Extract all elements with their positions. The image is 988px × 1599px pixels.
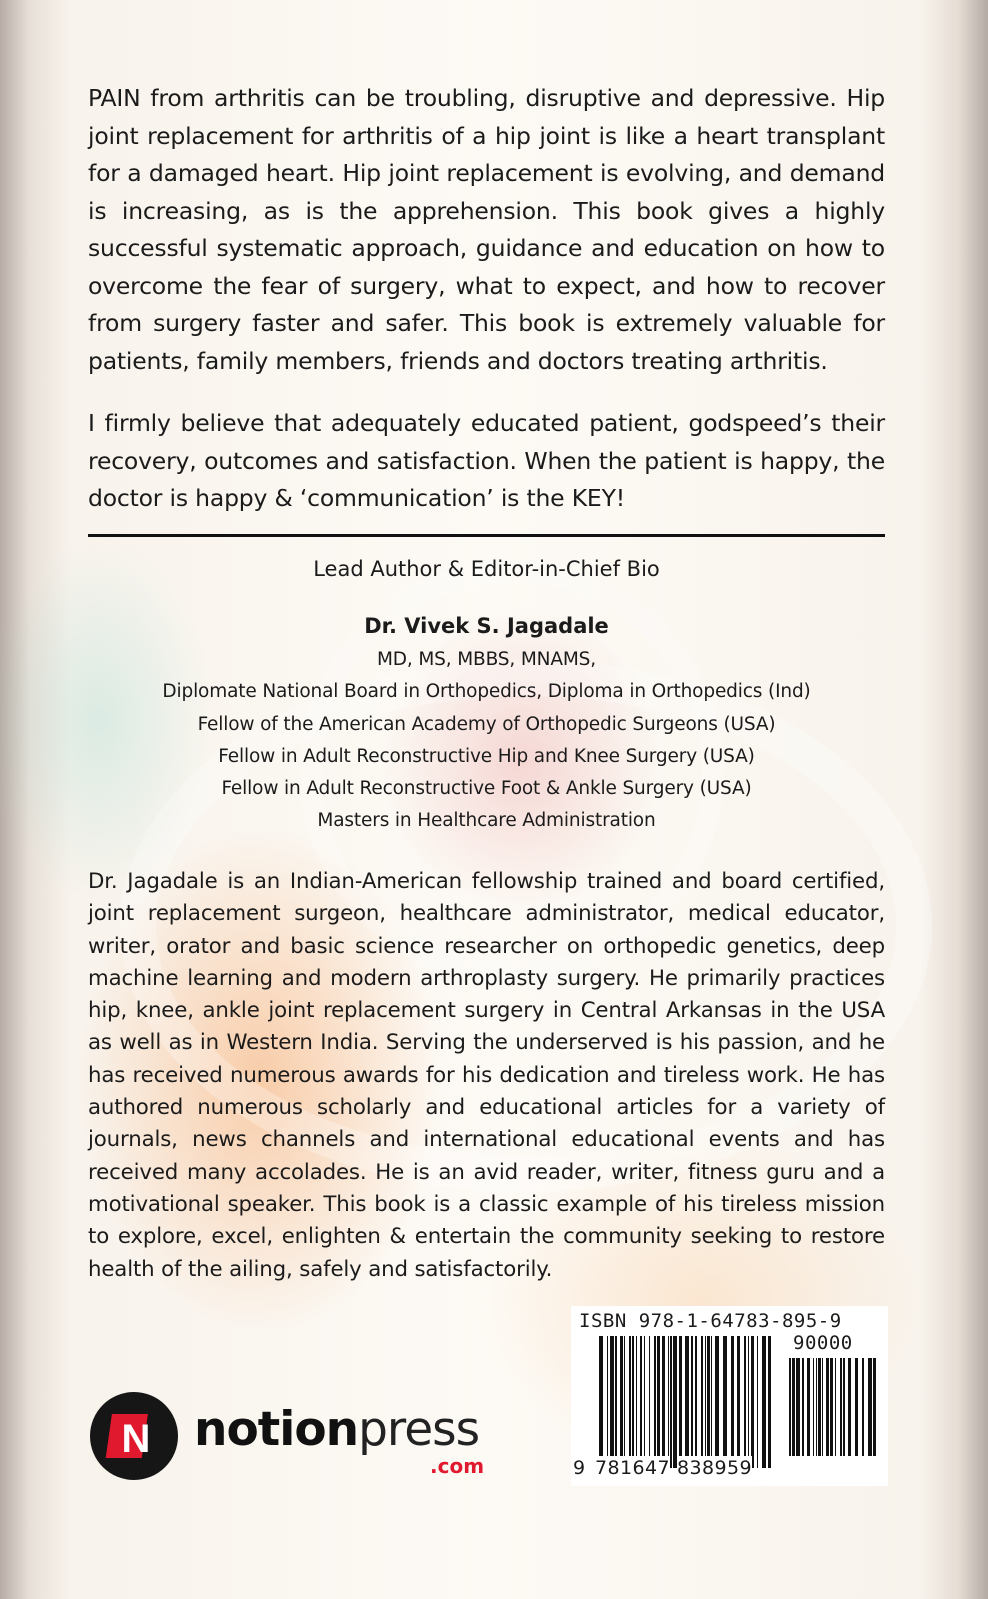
isbn-label: ISBN 978-1-64783-895-9	[579, 1310, 842, 1332]
price-code: 90000	[793, 1332, 853, 1354]
bio-heading: Lead Author & Editor-in-Chief Bio	[313, 557, 660, 581]
author-credential: Masters in Healthcare Administration	[317, 810, 656, 832]
logo-mark-letter: N	[121, 1417, 151, 1461]
author-credential: Diplomate National Board in Orthopedics, Diploma in Orthopedics (Ind)	[162, 681, 811, 703]
ean-right-digits: 838959	[677, 1457, 752, 1479]
author-credential: MD, MS, MBBS, MNAMS,	[376, 649, 596, 670]
author-bio-paragraph: Dr. Jagadale is an Indian-American fellowship trained and board certified, joint replacement surgeon, healthcare administrator, medical educator, writer, orator and basic science researcher on orthopedic genetics, deep machine learning and modern arthroplasty surgery. He primarily practices hip, knee, ankle joint replacement surgery in Central Arkansas in the USA as well as in Western India. Serving the underserved is his passion, and he has received numerous awards for his dedication and tireless work. He has authored numerous scholarly and educational articles for a variety of journals, news channels and international educational events and has received many accolades. He is an avid reader, writer, fitness guru and a motivational speaker. This book is a classic example of his tireless mission to explore, excel, enlighten & entertain the community seeking to restore health of the ailing, safely and satisfactorily.	[88, 869, 885, 1282]
intro-paragraph: PAIN from arthritis can be troubling, disruptive and depressive. Hip joint replacement for arthritis of a hip joint is like a heart transplant for a damaged heart. Hip joint replacement is evolving, and demand is increasing, as is the apprehension. This book gives a highly successful systematic approach, guidance and education on how to overcome the fear of surgery, what to expect, and how to recover from surgery faster and safer. This book is extremely valuable for patients, family members, friends and doctors treating arthritis.	[88, 84, 885, 375]
author-name: Dr. Vivek S. Jagadale	[364, 614, 609, 638]
section-divider	[88, 534, 885, 537]
isbn-barcode	[571, 1306, 888, 1486]
author-credential: Fellow in Adult Reconstructive Hip and Knee Surgery (USA)	[218, 745, 755, 767]
ean-left-digits: 781647	[595, 1457, 670, 1479]
author-block	[88, 608, 885, 838]
publisher-name-press: press	[358, 1402, 480, 1457]
author-credential: Fellow in Adult Reconstructive Foot & Ankle Surgery (USA)	[221, 778, 752, 800]
publisher-domain: .com	[430, 1454, 485, 1478]
ean-first-digit: 9	[573, 1457, 586, 1479]
intro-text	[88, 80, 885, 518]
publisher-name-notion: notion	[194, 1402, 359, 1457]
publisher-logo	[90, 1392, 510, 1484]
intro-paragraph: I firmly believe that adequately educated patient, godspeed’s their recovery, outcomes and satisfaction. When the patient is happy, the doctor is happy & ‘communication’ is the KEY!	[88, 409, 885, 512]
author-bio	[88, 866, 885, 1286]
notionpress-logo-icon	[90, 1392, 178, 1480]
publisher-wordmark	[194, 1402, 479, 1458]
author-credential: Fellow of the American Academy of Orthopedic Surgeons (USA)	[197, 713, 776, 735]
